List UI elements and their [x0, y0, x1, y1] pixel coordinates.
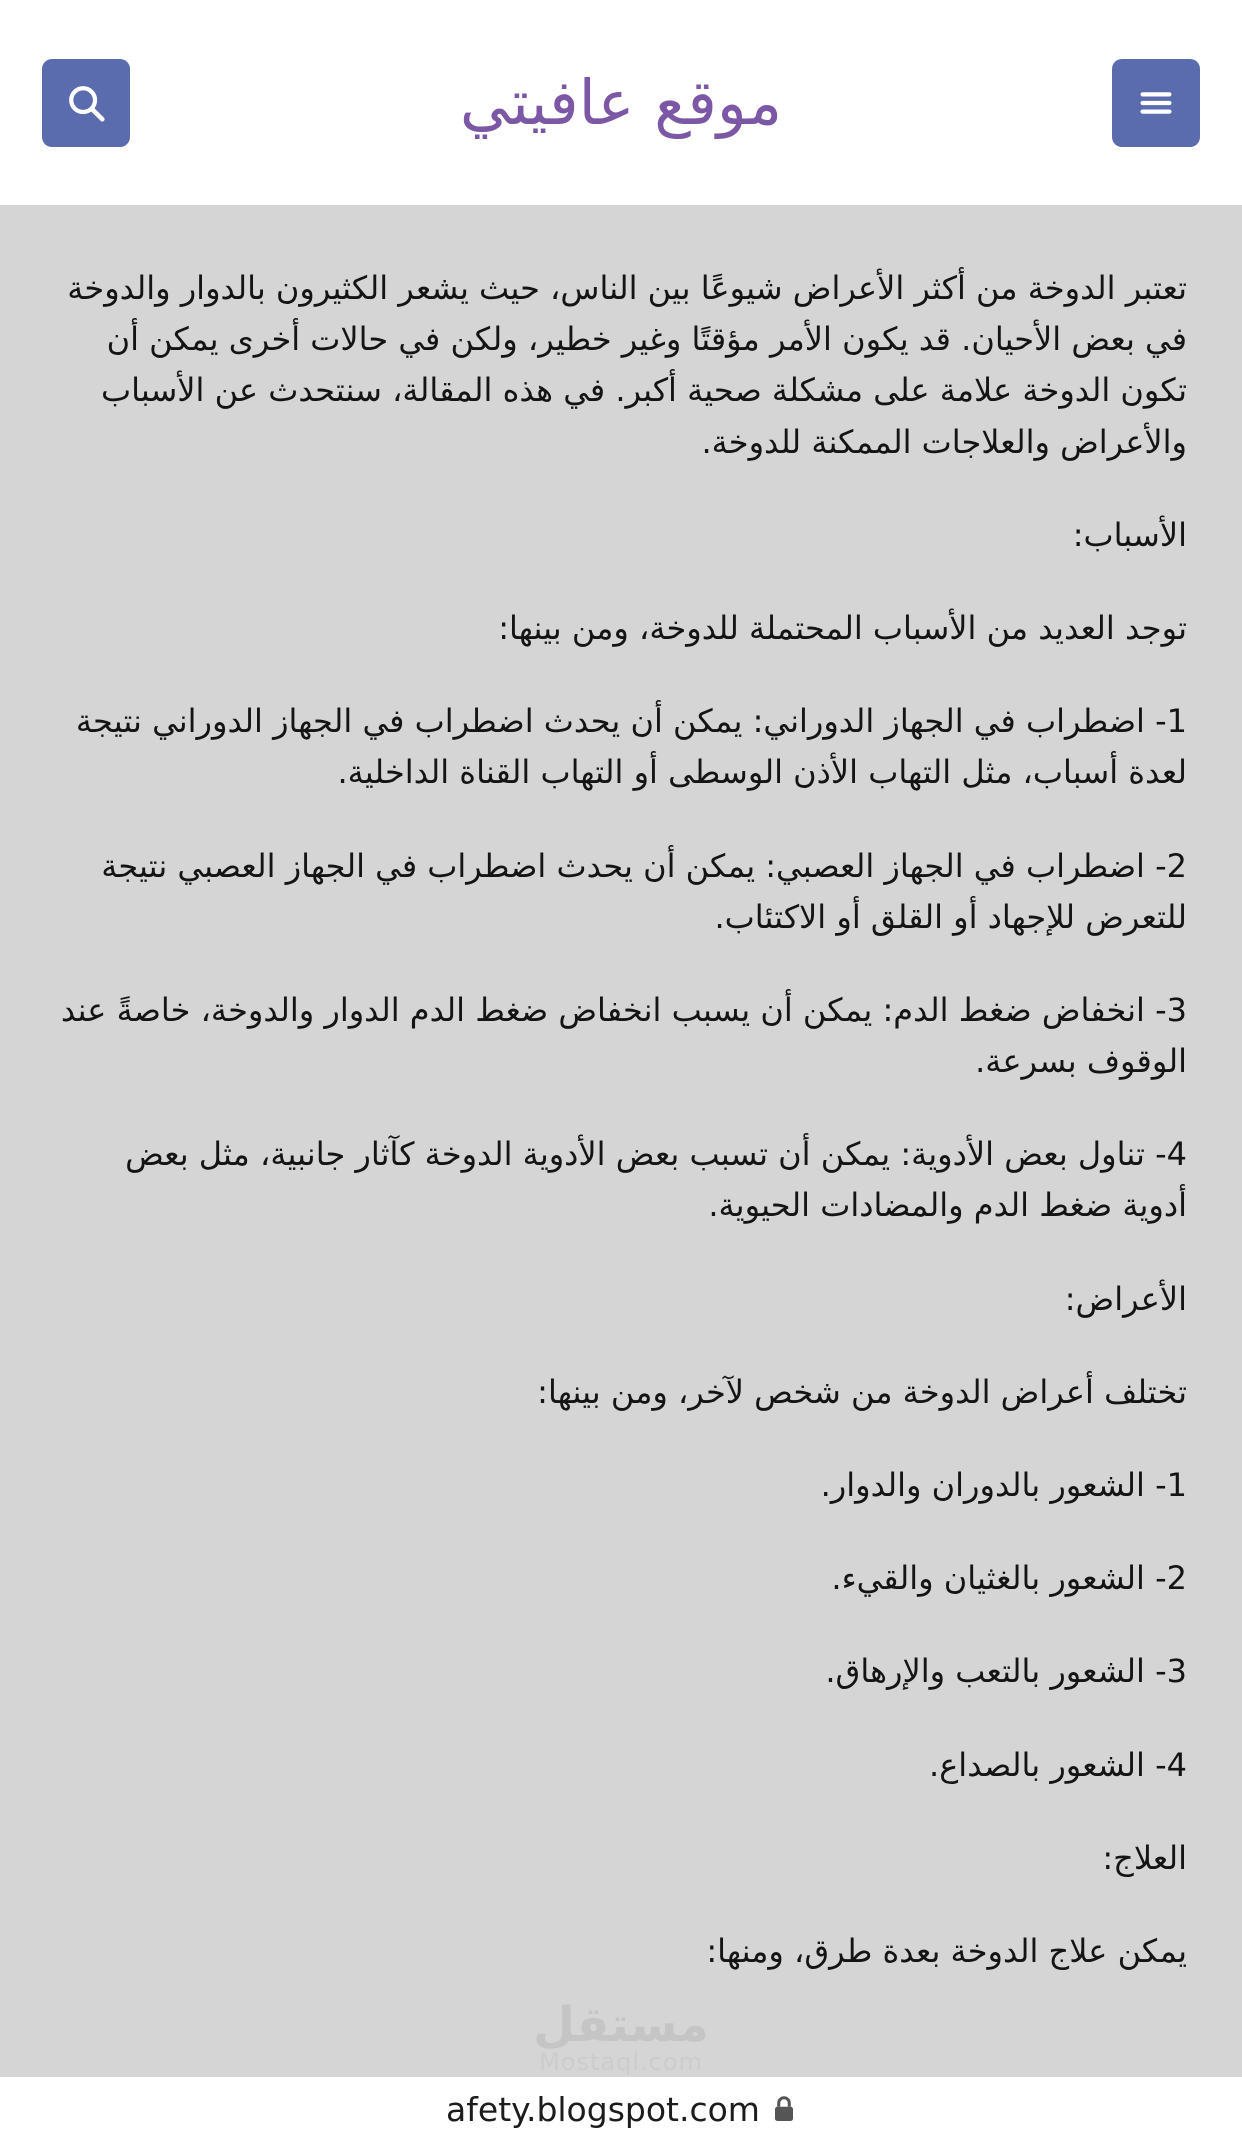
article-body [55, 263, 1187, 1977]
article-content [0, 205, 1242, 2077]
article-paragraph: العلاج: [1102, 1838, 1187, 1877]
hamburger-menu-icon [1133, 80, 1179, 126]
article-paragraph: تعتبر الدوخة من أكثر الأعراض شيوعًا بين الناس، حيث يشعر الكثيرون بالدوار والدوخة في بعض الأحيان. قد يكون الأمر مؤقتًا وغير خطير، ولكن في حالات أخرى يمكن أن تكون الدوخة علامة على مشكلة صحية أكبر. في هذه المقالة، سنتحدث عن الأسباب والأعراض والعلاجات الممكنة للدوخة. [67, 269, 1187, 461]
article-paragraph: 2- اضطراب في الجهاز العصبي: يمكن أن يحدث اضطراب في الجهاز العصبي نتيجة للتعرض للإجهاد أو القلق أو الاكتئاب. [101, 846, 1187, 936]
menu-button[interactable] [1112, 59, 1200, 147]
lock-icon [772, 2094, 796, 2124]
article-paragraph: 1- الشعور بالدوران والدوار. [820, 1466, 1187, 1504]
search-icon [63, 80, 109, 126]
article-paragraph: تختلف أعراض الدوخة من شخص لآخر، ومن بينها: [537, 1372, 1187, 1411]
site-header [0, 0, 1242, 205]
article-paragraph: 4- الشعور بالصداع. [929, 1745, 1187, 1784]
url-text[interactable]: afety.blogspot.com [446, 2089, 760, 2129]
browser-url-bar[interactable] [0, 2077, 1242, 2141]
watermark [0, 1996, 1242, 2076]
article-paragraph: 3- الشعور بالتعب والإرهاق. [825, 1652, 1187, 1691]
site-title: موقع عافيتي [459, 65, 783, 139]
article-paragraph: توجد العديد من الأسباب المحتملة للدوخة، ومن بينها: [498, 608, 1187, 647]
article-paragraph: 2- الشعور بالغثيان والقيء. [831, 1559, 1187, 1598]
article-paragraph: 3- انخفاض ضغط الدم: يمكن أن يسبب انخفاض ضغط الدم الدوار والدوخة، خاصةً عند الوقوف بسرعة. [60, 990, 1187, 1081]
article-paragraph: 4- تناول بعض الأدوية: يمكن أن تسبب بعض الأدوية الدوخة كآثار جانبية، مثل بعض أدوية ضغط الدم والمضادات الحيوية. [125, 1135, 1187, 1225]
article-paragraph: 1- اضطراب في الجهاز الدوراني: يمكن أن يحدث اضطراب في الجهاز الدوراني نتيجة لعدة أسباب، مثل التهاب الأذن الوسطى أو التهاب القناة الداخلية. [75, 702, 1187, 792]
article-paragraph: الأسباب: [1072, 515, 1187, 554]
article-paragraph: يمكن علاج الدوخة بعدة طرق، ومنها: [706, 1931, 1187, 1970]
watermark-arabic-text: مستقل [533, 1996, 709, 2053]
watermark-latin-text: Mostaql.com [539, 2047, 703, 2076]
search-button[interactable] [42, 59, 130, 147]
article-paragraph: الأعراض: [1064, 1279, 1187, 1318]
